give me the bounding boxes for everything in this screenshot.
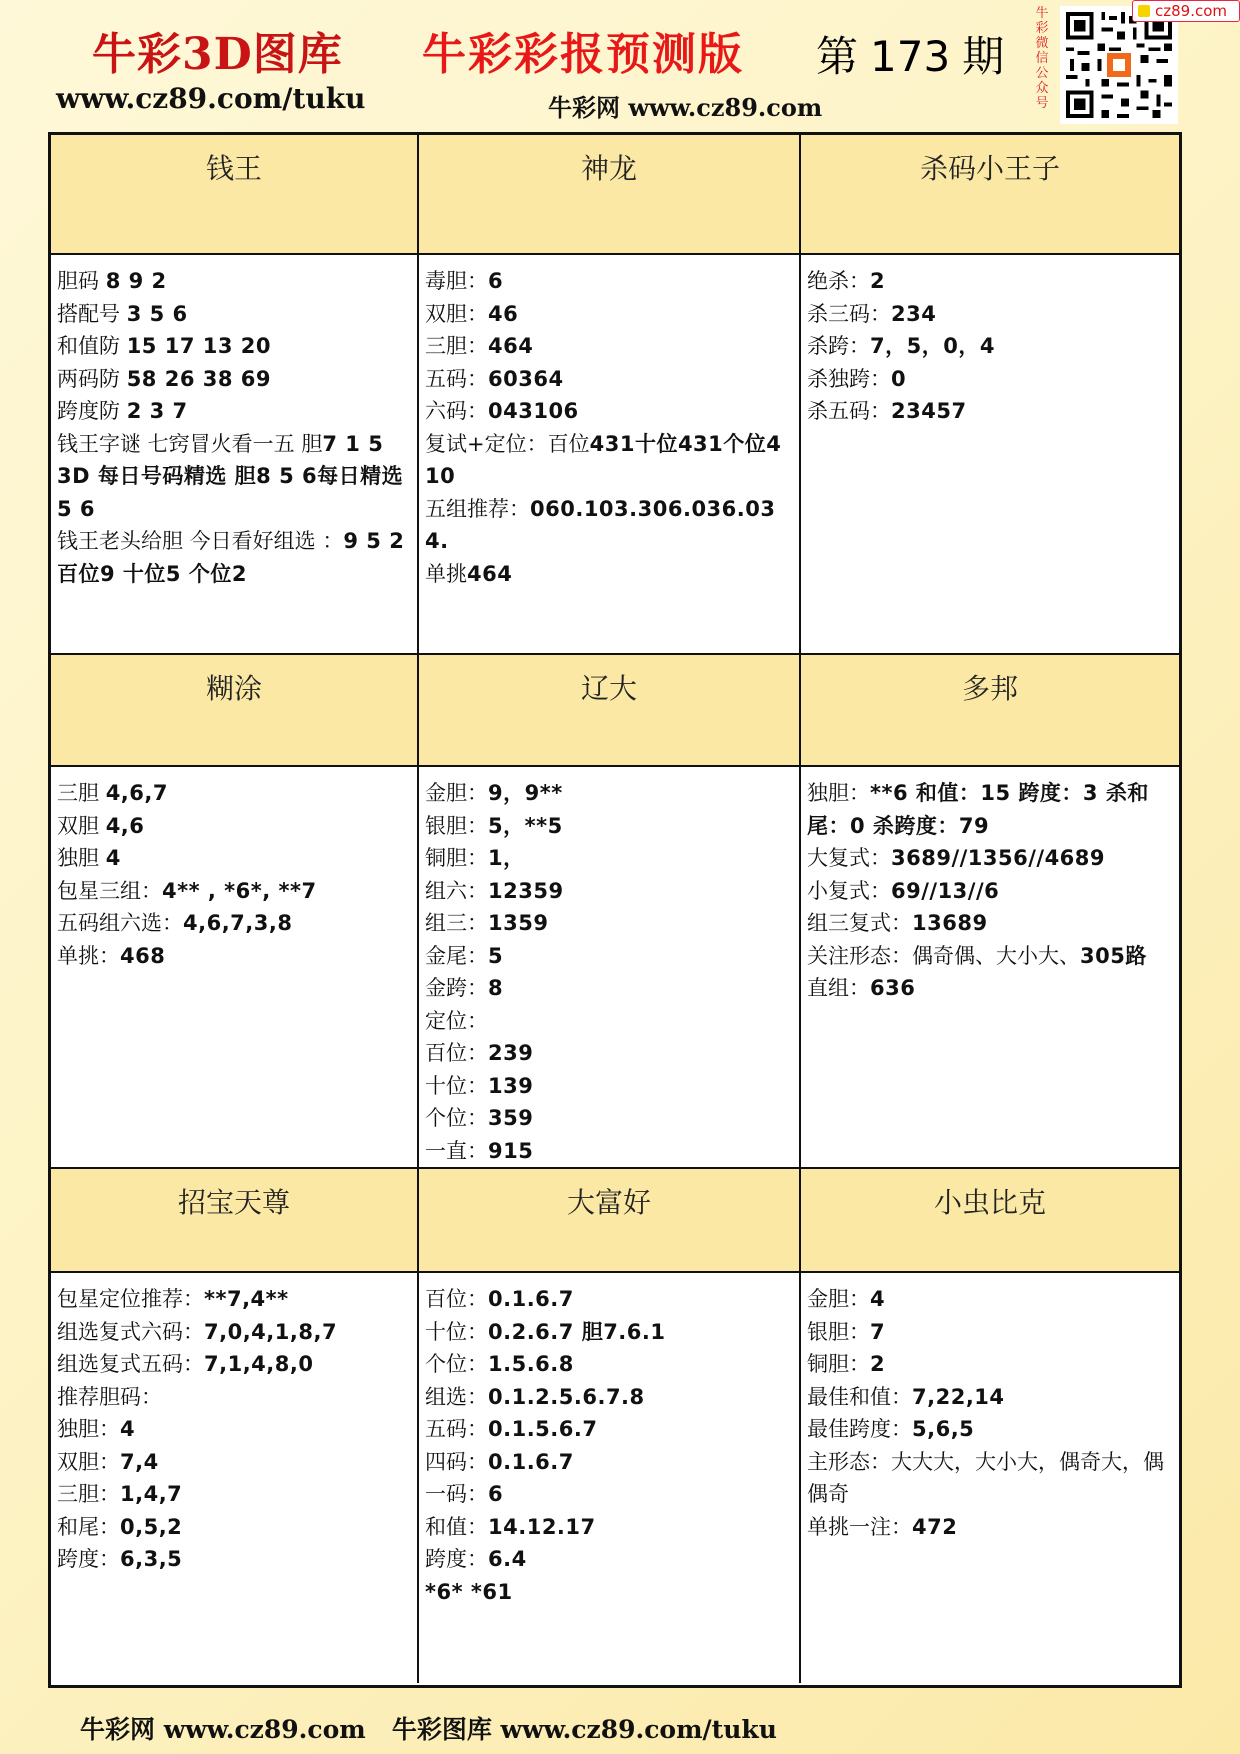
prediction-value: 8 [488, 976, 504, 1000]
prediction-line [425, 1543, 793, 1576]
prediction-grid [48, 132, 1182, 1688]
panel-title: 神龙 [580, 152, 637, 185]
prediction-value: 0.2.6.7 胆7.6.1 [488, 1319, 666, 1344]
prediction-value: 0.1.2.5.6.7.8 [488, 1384, 645, 1409]
wechat-label: 牛彩微信公众号 [1035, 6, 1049, 111]
prediction-line [807, 777, 1173, 842]
prediction-label: 直组： [807, 976, 870, 1000]
issue-number [810, 24, 1010, 84]
prediction-value: 1， [488, 846, 525, 870]
prediction-label: 个位： [425, 1352, 488, 1376]
prediction-label: 和值防 [57, 334, 127, 358]
prediction-line [807, 265, 1173, 298]
prediction-line [57, 1283, 411, 1316]
edition-title: 牛彩彩报预测版 [422, 29, 744, 80]
prediction-label: 杀三码： [807, 301, 891, 326]
prediction-value: 5 [488, 943, 504, 968]
prediction-label: 银胆： [425, 813, 488, 838]
prediction-value: 1,4,7 [120, 1482, 183, 1506]
prediction-label: 双胆： [57, 1449, 120, 1474]
prediction-value: 6 [488, 1482, 504, 1506]
prediction-value: 636 [870, 976, 916, 1000]
prediction-value: 2 [870, 269, 886, 293]
prediction-label: 组三复式： [807, 911, 912, 935]
prediction-line [57, 810, 411, 843]
panel-body [51, 767, 419, 1169]
prediction-line [57, 1446, 411, 1479]
prediction-value: 58 26 38 69 [126, 366, 272, 391]
qr-code-graphic [1062, 8, 1176, 122]
prediction-label: 独胆 [57, 846, 106, 870]
prediction-value: 234 [891, 301, 937, 326]
prediction-label: 百位： [425, 1287, 488, 1311]
site-badge[interactable] [1132, 0, 1240, 22]
prediction-value: 7,0,4,1,8,7 [204, 1319, 338, 1344]
prediction-line [425, 777, 793, 810]
prediction-line [57, 875, 411, 908]
prediction-line [57, 460, 411, 525]
prediction-label: 三胆： [425, 334, 488, 358]
prediction-value: 4 [105, 846, 121, 870]
prediction-label: 和尾： [57, 1514, 120, 1539]
prediction-line [807, 972, 1173, 1005]
prediction-line [57, 395, 411, 428]
panel-body [801, 767, 1179, 1169]
prediction-value: 5，**5 [488, 813, 563, 838]
panel-header [419, 655, 801, 767]
prediction-line [57, 1543, 411, 1576]
panel-header [801, 135, 1179, 255]
panel-body [801, 1273, 1179, 1683]
prediction-line [425, 1576, 793, 1609]
prediction-label: 铜胆： [807, 1352, 870, 1376]
prediction-label: 钱王老头给胆 今日看好组选 ： [57, 529, 344, 553]
prediction-value: 14.12.17 [488, 1514, 596, 1539]
prediction-label: 四码： [425, 1449, 488, 1474]
panel-title: 糊涂 [205, 672, 262, 705]
prediction-label: 十位： [425, 1319, 488, 1344]
panel-header [51, 135, 419, 255]
prediction-line [57, 298, 411, 331]
prediction-label: 金跨： [425, 976, 488, 1000]
prediction-value: 7 1 5 [322, 431, 384, 456]
prediction-value: 6.4 [488, 1547, 527, 1571]
prediction-label: 五码组六选： [57, 911, 183, 935]
prediction-value: 15 17 13 20 [126, 334, 272, 358]
prediction-value: 4,6,7,3,8 [183, 911, 293, 935]
prediction-label: 金胆： [807, 1287, 870, 1311]
prediction-value: 4 [870, 1287, 886, 1311]
prediction-label: 组三： [425, 911, 488, 935]
prediction-label: 单挑 [425, 561, 467, 586]
prediction-line [57, 1413, 411, 1446]
prediction-value: 305路 [1080, 943, 1147, 968]
prediction-line [807, 395, 1173, 428]
prediction-line [425, 363, 793, 396]
prediction-line [425, 940, 793, 973]
issue-suffix: 期 [962, 32, 1005, 81]
prediction-line [57, 428, 411, 461]
prediction-label: 独胆： [57, 1417, 120, 1441]
prediction-line [425, 907, 793, 940]
prediction-label: 和值： [425, 1514, 488, 1539]
panel-header [801, 655, 1179, 767]
prediction-line [807, 1283, 1173, 1316]
prediction-line [425, 1413, 793, 1446]
prediction-value: 23457 [891, 399, 967, 423]
prediction-label: 绝杀： [807, 269, 870, 293]
prediction-value: 359 [488, 1106, 534, 1130]
prediction-line [57, 777, 411, 810]
page-footer: 牛彩网 www.cz89.com 牛彩图库 www.cz89.com/tuku [80, 1715, 777, 1744]
panel-title: 多邦 [961, 672, 1018, 705]
prediction-label: 搭配号 [57, 301, 127, 326]
prediction-value: 7,22,14 [912, 1384, 1005, 1409]
prediction-label: 银胆： [807, 1319, 870, 1344]
prediction-label: 关注形态：偶奇偶、大小大、 [807, 943, 1080, 968]
prediction-line [425, 1102, 793, 1135]
prediction-line [807, 907, 1173, 940]
prediction-line [425, 1348, 793, 1381]
prediction-label: 六码： [425, 399, 488, 423]
prediction-line [807, 875, 1173, 908]
prediction-value: 5,6,5 [912, 1417, 975, 1441]
prediction-value: 69//13//6 [891, 878, 1000, 903]
prediction-label: 推荐胆码： [57, 1384, 162, 1409]
page-header [0, 0, 1240, 130]
prediction-value: 464 [488, 334, 534, 358]
prediction-line [57, 940, 411, 973]
prediction-value: 472 [912, 1514, 958, 1539]
prediction-value: 060.103.306.036.034. [425, 496, 776, 553]
prediction-value: 139 [488, 1073, 534, 1098]
prediction-value: 4** , *6*, **7 [162, 878, 317, 903]
panel-header [51, 655, 419, 767]
prediction-line [807, 363, 1173, 396]
prediction-label: 最佳和值： [807, 1384, 912, 1409]
prediction-line [425, 1478, 793, 1511]
prediction-line [57, 1478, 411, 1511]
panel-body [419, 1273, 801, 1683]
prediction-value: 2 [870, 1352, 886, 1376]
prediction-value: 0.1.6.7 [488, 1287, 574, 1311]
prediction-label: 定位： [425, 1008, 488, 1033]
prediction-line [425, 395, 793, 428]
prediction-label: 一直： [425, 1138, 488, 1163]
prediction-line [807, 842, 1173, 875]
prediction-label: 三胆 [57, 781, 106, 805]
prediction-line [807, 940, 1173, 973]
prediction-line [425, 493, 793, 558]
prediction-value: 3689//1356//4689 [891, 846, 1106, 870]
prediction-line [425, 972, 793, 1005]
prediction-value: 0.1.6.7 [488, 1449, 574, 1474]
prediction-label: 组选复式六码： [57, 1319, 204, 1344]
prediction-label: 主形态：大大大，大小大，偶奇大，偶偶奇 [807, 1449, 1164, 1506]
prediction-label: 两码防 [57, 366, 127, 391]
issue-value: 173 [870, 32, 951, 81]
prediction-value: 2 3 7 [126, 399, 188, 423]
prediction-label: 大复式： [807, 846, 891, 870]
prediction-label: 双胆： [425, 301, 488, 326]
prediction-value: 6 [488, 269, 504, 293]
prediction-line [425, 1511, 793, 1544]
prediction-value: 4,6,7 [105, 781, 168, 805]
prediction-value: 7 [870, 1319, 886, 1344]
prediction-line [57, 1381, 411, 1414]
prediction-line [425, 1135, 793, 1168]
prediction-label: 毒胆： [425, 269, 488, 293]
prediction-label: 三胆： [57, 1482, 120, 1506]
prediction-line [57, 525, 411, 590]
prediction-label: 包星定位推荐： [57, 1287, 204, 1311]
prediction-line [425, 1316, 793, 1349]
prediction-value: 915 [488, 1138, 534, 1163]
prediction-value: 12359 [488, 878, 564, 903]
prediction-label: 单挑： [57, 943, 120, 968]
prediction-line [57, 1348, 411, 1381]
prediction-value: 0.1.5.6.7 [488, 1417, 598, 1441]
prediction-line [425, 842, 793, 875]
prediction-line [425, 298, 793, 331]
panel-title: 钱王 [205, 152, 262, 185]
panel-header [419, 1169, 801, 1273]
prediction-value: 0,5,2 [120, 1514, 183, 1539]
prediction-line [425, 428, 793, 493]
prediction-label: 金尾： [425, 943, 488, 968]
prediction-label: 最佳跨度： [807, 1417, 912, 1441]
prediction-value: **6 和值：15 跨度：3 杀和尾：0 杀跨度：79 [807, 781, 1149, 838]
prediction-value: 3 5 6 [126, 301, 188, 326]
prediction-line [425, 1283, 793, 1316]
prediction-label: 五组推荐： [425, 496, 530, 521]
prediction-line [57, 1316, 411, 1349]
prediction-line [807, 1381, 1173, 1414]
brand-logo-text: 牛彩3D图库 [92, 29, 343, 80]
panel-header [801, 1169, 1179, 1273]
brand-url[interactable]: www.cz89.com/tuku [56, 82, 366, 115]
panel-title: 小虫比克 [933, 1186, 1046, 1219]
prediction-label: 跨度： [57, 1547, 120, 1571]
prediction-label: 杀跨： [807, 334, 870, 358]
prediction-line [807, 1446, 1173, 1511]
prediction-label: 胆码 [57, 269, 106, 293]
prediction-label: 个位： [425, 1106, 488, 1130]
prediction-line [57, 363, 411, 396]
prediction-label: 钱王字谜 七窍冒火看一五 胆 [57, 431, 323, 456]
prediction-value: 0 [891, 366, 907, 391]
prediction-value: **7,4** [204, 1287, 289, 1311]
prediction-label: 铜胆： [425, 846, 488, 870]
prediction-value: 13689 [912, 911, 988, 935]
panel-title: 辽大 [580, 672, 637, 705]
prediction-label: 组选： [425, 1384, 488, 1409]
prediction-value: 4 [120, 1417, 136, 1441]
prediction-label: 双胆 [57, 813, 106, 838]
prediction-label: 杀独跨： [807, 366, 891, 391]
prediction-label: 杀五码： [807, 399, 891, 423]
prediction-line [425, 1005, 793, 1038]
issue-prefix: 第 [816, 32, 859, 81]
prediction-line [807, 1413, 1173, 1446]
prediction-label: 百位： [425, 1041, 488, 1065]
prediction-label: 组六： [425, 878, 488, 903]
badge-square-icon [1138, 5, 1150, 17]
qr-code-icon[interactable] [1060, 6, 1178, 124]
prediction-line [425, 265, 793, 298]
prediction-value: 60364 [488, 366, 564, 391]
prediction-label: 独胆： [807, 781, 870, 805]
panel-body [51, 255, 419, 655]
prediction-label: 跨度防 [57, 399, 127, 423]
panel-header [51, 1169, 419, 1273]
panel-title: 大富好 [566, 1186, 651, 1219]
prediction-label: 跨度： [425, 1547, 488, 1571]
prediction-value: 9，9** [488, 781, 563, 805]
prediction-line [807, 1348, 1173, 1381]
prediction-label: 金胆： [425, 781, 488, 805]
prediction-line [57, 265, 411, 298]
prediction-line [425, 875, 793, 908]
prediction-label: 十位： [425, 1073, 488, 1098]
prediction-value: 1.5.6.8 [488, 1352, 574, 1376]
panel-title: 招宝天尊 [177, 1186, 290, 1219]
prediction-value: 7，5，0，4 [870, 334, 995, 358]
prediction-value: 8 9 2 [105, 269, 167, 293]
panel-title: 杀码小王子 [919, 152, 1060, 185]
site-url[interactable]: 牛彩网 www.cz89.com [548, 93, 823, 122]
prediction-label: 一码： [425, 1482, 488, 1506]
panel-body [419, 255, 801, 655]
prediction-line [57, 330, 411, 363]
panel-body [801, 255, 1179, 655]
panel-body [419, 767, 801, 1169]
prediction-value: 6,3,5 [120, 1547, 183, 1571]
prediction-line [807, 298, 1173, 331]
prediction-value: 464 [467, 561, 513, 586]
prediction-value: 3D 每日号码精选 胆8 5 6每日精选 5 6 [57, 464, 411, 521]
prediction-line [425, 810, 793, 843]
prediction-value: 431十位431个位410 [425, 431, 782, 488]
prediction-value: 4,6 [105, 813, 145, 838]
prediction-value: 9 5 2百位9 十位5 个位2 [57, 529, 405, 586]
prediction-value: 1359 [488, 911, 549, 935]
prediction-value: 7,4 [120, 1449, 159, 1474]
prediction-line [425, 558, 793, 591]
site-badge-label: cz89.com [1155, 2, 1228, 20]
prediction-line [807, 1316, 1173, 1349]
prediction-value: 468 [120, 943, 166, 968]
prediction-value: 239 [488, 1041, 534, 1065]
prediction-label: 五码： [425, 366, 488, 391]
panel-body [51, 1273, 419, 1683]
prediction-value: *6* *61 [425, 1579, 513, 1604]
prediction-value: 043106 [488, 399, 579, 423]
prediction-label: 组选复式五码： [57, 1352, 204, 1376]
prediction-value: 7,1,4,8,0 [204, 1352, 314, 1376]
prediction-line [57, 907, 411, 940]
prediction-line [425, 1381, 793, 1414]
prediction-label: 复试+定位：百位 [425, 431, 590, 456]
prediction-value: 46 [488, 301, 519, 326]
prediction-label: 包星三组： [57, 878, 162, 903]
prediction-label: 单挑一注： [807, 1514, 912, 1539]
prediction-label: 小复式： [807, 878, 891, 903]
prediction-line [57, 842, 411, 875]
prediction-line [57, 1511, 411, 1544]
panel-header [419, 135, 801, 255]
prediction-line [425, 1070, 793, 1103]
prediction-line [807, 1511, 1173, 1544]
prediction-label: 五码： [425, 1417, 488, 1441]
prediction-line [807, 330, 1173, 363]
prediction-line [425, 330, 793, 363]
prediction-line [425, 1037, 793, 1070]
prediction-line [425, 1446, 793, 1479]
